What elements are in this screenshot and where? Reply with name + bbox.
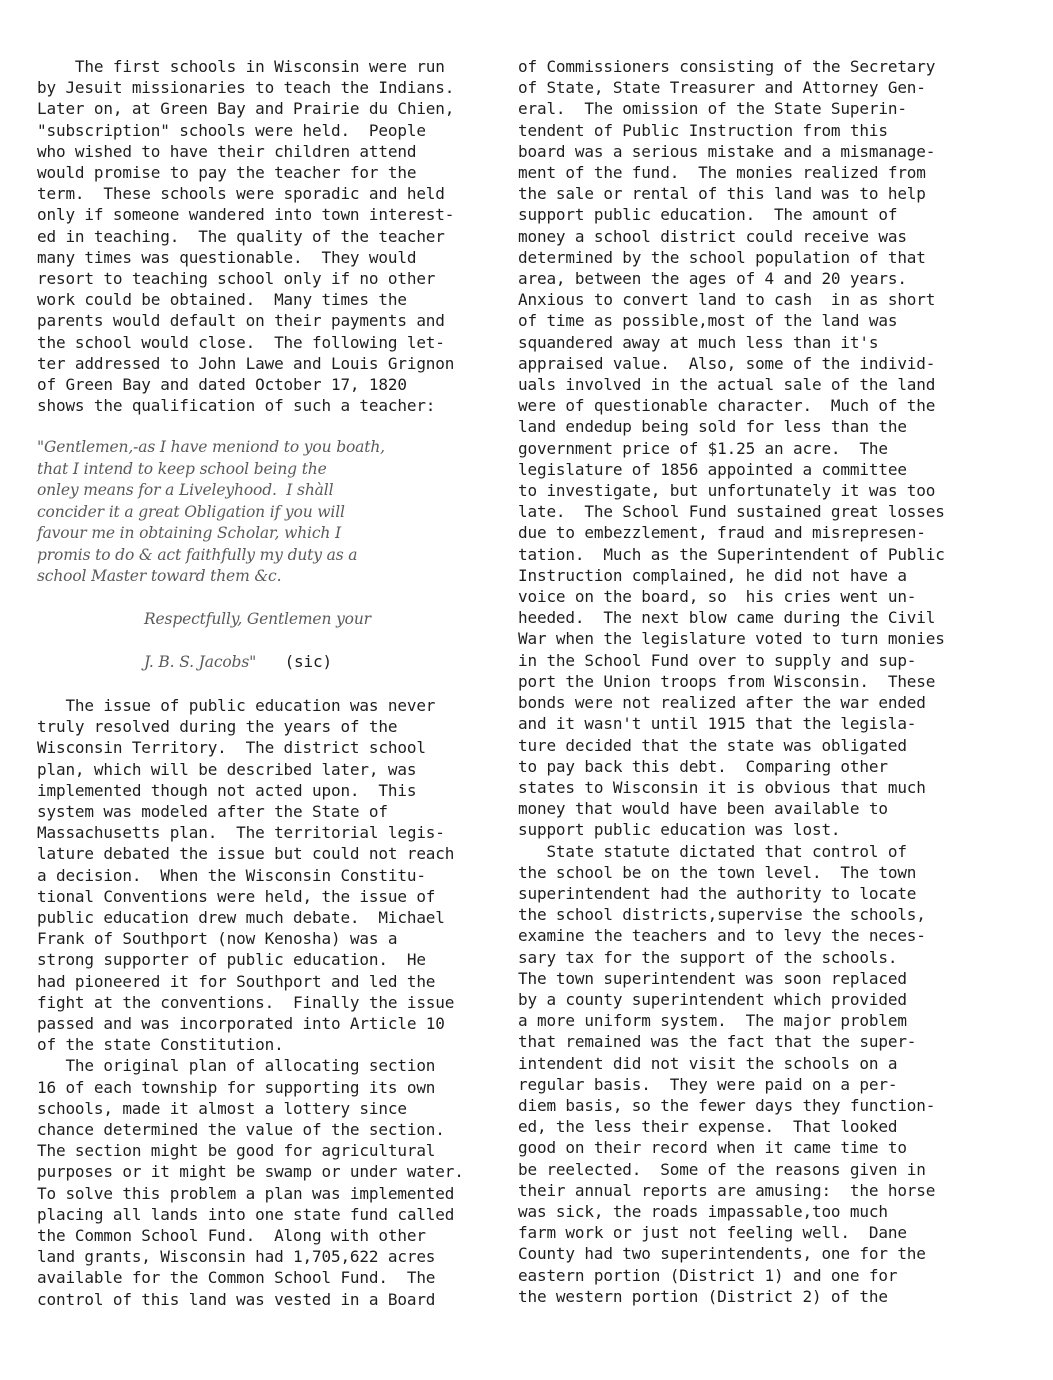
text-line: that I intend to keep school being the: [37, 459, 327, 478]
paragraph-gap: [37, 630, 507, 651]
letter-signature-line: [144, 651, 507, 674]
paragraph-early-schools: [37, 56, 507, 416]
text-line: many times was questionable. They would: [37, 247, 417, 267]
text-line: control of this land was vested in a Board: [37, 1289, 436, 1309]
text-line: The town superintendent was soon replaced: [518, 968, 907, 988]
text-line: shows the qualification of such a teacher:: [37, 396, 436, 416]
text-line: of the state Constitution.: [37, 1035, 284, 1055]
text-line: government price of $1.25 an acre. The: [518, 438, 888, 458]
text-line: promis to do & act faithfully my duty as a: [37, 545, 358, 564]
text-line: work could be obtained. Many times the: [37, 290, 407, 310]
text-line: tation. Much as the Superintendent of Public: [518, 544, 945, 564]
text-line: who wished to have their children attend: [37, 141, 417, 161]
text-line: the Common School Fund. Along with other: [37, 1226, 426, 1246]
text-line: regular basis. They were paid on a per-: [518, 1074, 898, 1094]
text-line: concider it a great Obligation if you will: [37, 502, 345, 521]
text-line: to investigate, but unfortunately it was too: [518, 481, 936, 501]
text-line: "Gentlemen,-as I have meniond to you boath,: [37, 438, 385, 457]
paragraph-gap: [37, 674, 507, 695]
paragraph-school-fund: [518, 56, 1008, 841]
text-line: ed, the less their expense. That looked: [518, 1117, 898, 1137]
letter-signature: J. B. S. Jacobs": [144, 653, 257, 672]
text-line: examine the teachers and to levy the neces-: [518, 926, 926, 946]
text-line: purposes or it might be swamp or under water.: [37, 1162, 464, 1182]
text-line: tendent of Public Instruction from this: [518, 120, 888, 140]
text-line: of State, State Treasurer and Attorney Gen-: [518, 78, 926, 98]
text-line: favour me in obtaining Scholar, which I: [37, 524, 341, 543]
text-line: ed in teaching. The quality of the teacher: [37, 226, 445, 246]
text-line: the school districts,supervise the schools,: [518, 905, 926, 925]
text-line: The first schools in Wisconsin were run: [37, 57, 445, 76]
text-line: Anxious to convert land to cash in as short: [518, 290, 936, 310]
text-line: of Commissioners consisting of the Secretary: [518, 57, 936, 76]
text-line: available for the Common School Fund. The: [37, 1268, 436, 1288]
text-line: the school would close. The following let-: [37, 332, 445, 352]
text-line: system was modeled after the State of: [37, 801, 388, 821]
text-line: by Jesuit missionaries to teach the Indians.: [37, 78, 455, 98]
text-line: placing all lands into one state fund called: [37, 1204, 455, 1224]
text-line: plan, which will be described later, was: [37, 759, 417, 779]
text-line: in the School Fund over to supply and sup-: [518, 650, 917, 670]
text-line: board was a serious mistake and a mismanage-: [518, 141, 936, 161]
text-line: The issue of public education was never: [37, 695, 436, 715]
text-line: the sale or rental of this land was to help: [518, 184, 926, 204]
text-line: To solve this problem a plan was implemented: [37, 1183, 455, 1203]
sic-note: (sic): [284, 652, 332, 672]
text-line: that remained was the fact that the super-: [518, 1032, 917, 1052]
text-line: ture decided that the state was obligated: [518, 735, 907, 755]
text-line: be reelected. Some of the reasons given in: [518, 1159, 926, 1179]
text-line: State statute dictated that control of: [518, 841, 907, 861]
text-line: strong supporter of public education. He: [37, 950, 426, 970]
text-line: support public education. The amount of: [518, 205, 898, 225]
text-line: was sick, the roads impassable,too much: [518, 1201, 888, 1221]
text-line: due to embezzlement, fraud and misrepresen-: [518, 523, 926, 543]
text-line: area, between the ages of 4 and 20 years.: [518, 269, 907, 289]
text-line: term. These schools were sporadic and held: [37, 184, 445, 204]
text-line: appraised value. Also, some of the individ-: [518, 353, 936, 373]
text-line: onley means for a Liveleyhood. I shàll: [37, 481, 334, 500]
text-line: of time as possible,most of the land was: [518, 311, 898, 331]
text-line: Later on, at Green Bay and Prairie du Chien,: [37, 99, 455, 119]
right-column: [518, 56, 1008, 1307]
text-line: of Green Bay and dated October 17, 1820: [37, 375, 407, 395]
text-line: "subscription" schools were held. People: [37, 120, 426, 140]
text-line: voice on the board, so his cries went un-: [518, 587, 917, 607]
text-line: school Master toward them &c.: [37, 567, 282, 586]
text-line: were of questionable character. Much of the: [518, 396, 936, 416]
text-line: the western portion (District 2) of the: [518, 1286, 888, 1306]
text-line: ter addressed to John Lawe and Louis Grignon: [37, 353, 455, 373]
text-line: eastern portion (District 1) and one for: [518, 1265, 898, 1285]
text-line: Instruction complained, he did not have a: [518, 565, 907, 585]
text-line: parents would default on their payments and: [37, 311, 445, 331]
text-line: money that would have been available to: [518, 799, 888, 819]
text-line: sary tax for the support of the schools.: [518, 947, 898, 967]
text-line: The original plan of allocating section: [37, 1056, 436, 1076]
text-line: port the Union troops from Wisconsin. These: [518, 671, 936, 691]
text-line: schools, made it almost a lottery since: [37, 1098, 407, 1118]
text-line: their annual reports are amusing: the horse: [518, 1180, 936, 1200]
paragraph-gap: [37, 588, 507, 609]
text-line: chance determined the value of the section.: [37, 1120, 445, 1140]
text-line: 16 of each township for supporting its own: [37, 1077, 436, 1097]
text-line: passed and was incorporated into Article 10: [37, 1014, 445, 1033]
paragraph-section-16-plan: [37, 1055, 507, 1309]
text-line: The section might be good for agricultural: [37, 1141, 436, 1161]
text-line: War when the legislature voted to turn monies: [518, 629, 945, 649]
text-line: money a school district could receive was: [518, 226, 907, 246]
text-line: legislature of 1856 appointed a committee: [518, 459, 907, 479]
text-line: squandered away at much less than it's: [518, 332, 879, 352]
text-line: had pioneered it for Southport and led the: [37, 971, 436, 991]
text-line: County had two superintendents, one for the: [518, 1244, 926, 1264]
paragraph-superintendents: [518, 841, 1008, 1307]
text-line: states to Wisconsin it is obvious that much: [518, 777, 926, 797]
text-line: diem basis, so the fewer days they function-: [518, 1095, 936, 1115]
text-line: eral. The omission of the State Superin-: [518, 99, 907, 119]
paragraph-public-education-issue: [37, 695, 507, 1055]
left-column: [37, 56, 507, 1310]
quoted-letter: [37, 437, 507, 588]
text-line: the school be on the town level. The town: [518, 862, 917, 882]
text-line: lature debated the issue but could not reach: [37, 844, 455, 864]
text-line: determined by the school population of that: [518, 247, 926, 267]
text-line: late. The School Fund sustained great losses: [518, 502, 945, 522]
text-line: support public education was lost.: [518, 820, 841, 840]
text-line: resort to teaching school only if no other: [37, 269, 436, 289]
text-line: Massachusetts plan. The territorial legis-: [37, 823, 445, 843]
text-line: Wisconsin Territory. The district school: [37, 738, 426, 758]
text-line: tional Conventions were held, the issue of: [37, 886, 436, 906]
text-line: implemented though not acted upon. This: [37, 780, 417, 800]
text-line: public education drew much debate. Michael: [37, 907, 445, 927]
text-line: a decision. When the Wisconsin Constitu-: [37, 865, 426, 885]
text-line: uals involved in the actual sale of the land: [518, 375, 936, 395]
text-line: land grants, Wisconsin had 1,705,622 acres: [37, 1247, 436, 1267]
text-line: by a county superintendent which provided: [518, 989, 907, 1009]
text-line: fight at the conventions. Finally the issue: [37, 992, 455, 1012]
text-line: a more uniform system. The major problem: [518, 1011, 907, 1031]
text-line: would promise to pay the teacher for the: [37, 163, 417, 183]
letter-closing: Respectfully, Gentlemen your: [144, 609, 371, 628]
text-line: to pay back this debt. Comparing other: [518, 756, 888, 776]
paragraph-gap: [37, 416, 507, 437]
text-line: only if someone wandered into town interest-: [37, 205, 455, 225]
text-line: truly resolved during the years of the: [37, 717, 398, 737]
text-line: good on their record when it came time to: [518, 1138, 907, 1158]
text-line: bonds were not realized after the war ended: [518, 693, 926, 713]
text-line: heeded. The next blow came during the Civil: [518, 608, 936, 628]
text-line: farm work or just not feeling well. Dane: [518, 1223, 907, 1243]
text-line: and it wasn't until 1915 that the legisla-: [518, 714, 917, 734]
text-line: intendent did not visit the schools on a: [518, 1053, 898, 1073]
text-line: superintendent had the authority to locate: [518, 883, 917, 903]
text-line: Frank of Southport (now Kenosha) was a: [37, 929, 398, 949]
text-line: land endedup being sold for less than the: [518, 417, 907, 437]
text-line: ment of the fund. The monies realized from: [518, 163, 926, 183]
